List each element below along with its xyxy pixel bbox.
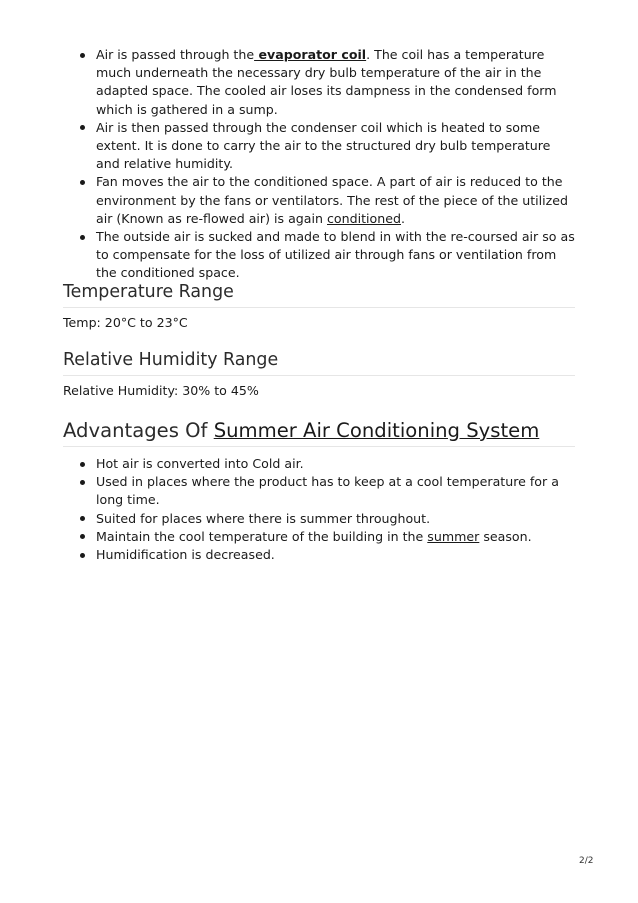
summer-link[interactable]: summer bbox=[427, 528, 480, 544]
bullet-icon bbox=[80, 462, 85, 467]
page-number: 2/2 bbox=[579, 856, 594, 866]
temperature-range-heading: Temperature Range bbox=[63, 281, 575, 308]
list-item-text: season. bbox=[479, 528, 532, 544]
list-item bbox=[63, 528, 575, 546]
list-item bbox=[63, 46, 575, 119]
list-item-text: Humidification is decreased. bbox=[96, 547, 275, 563]
list-item-text: Suited for places where there is summer throughout. bbox=[96, 510, 431, 526]
humidity-range-text: Relative Humidity: 30% to 45% bbox=[63, 383, 259, 398]
list-item-text: . The coil has a temperature much underneath the necessary dry bulb temperature of the air in the adapted space. The cooled air loses its dampness in the condensed form which is gathered in a sump. bbox=[96, 47, 557, 117]
list-item-text: Hot air is converted into Cold air. bbox=[96, 456, 304, 471]
bullet-icon bbox=[80, 53, 85, 58]
list-item bbox=[63, 510, 575, 528]
temperature-range-text: Temp: 20°C to 23°C bbox=[63, 315, 188, 330]
advantages-heading bbox=[63, 419, 575, 447]
list-item bbox=[63, 173, 575, 228]
process-steps-list bbox=[63, 46, 575, 283]
bullet-icon bbox=[80, 516, 85, 521]
list-item bbox=[63, 119, 575, 174]
bullet-icon bbox=[80, 180, 85, 185]
list-item-text: Maintain the cool temperature of the building in the bbox=[96, 528, 428, 544]
list-item-text: . bbox=[400, 210, 405, 226]
list-item-text: Air is then passed through the condenser coil which is heated to some extent. It is done to carry the air to the structured dry bulb temperature and relative humidity. bbox=[96, 119, 551, 172]
list-item bbox=[63, 546, 575, 564]
list-item bbox=[63, 455, 575, 473]
bullet-icon bbox=[80, 553, 85, 558]
list-item-text: Air is passed through the bbox=[96, 47, 255, 62]
advantages-list bbox=[63, 455, 575, 564]
list-item-text: Used in places where the product has to keep at a cool temperature for a long time. bbox=[96, 474, 559, 508]
humidity-range-heading: Relative Humidity Range bbox=[63, 349, 575, 376]
evaporator-coil-link[interactable]: evaporator coil bbox=[254, 47, 367, 62]
summer-ac-system-link[interactable]: Summer Air Conditioning System bbox=[213, 419, 540, 442]
bullet-icon bbox=[80, 235, 85, 240]
list-item bbox=[63, 228, 575, 283]
list-item bbox=[63, 473, 575, 509]
list-item-text: The outside air is sucked and made to blend in with the re-coursed air so as to compensate for the loss of utilized air through fans or ventilation from the conditioned space. bbox=[96, 229, 575, 281]
bullet-icon bbox=[80, 480, 85, 485]
bullet-icon bbox=[80, 534, 85, 539]
conditioned-link[interactable]: conditioned bbox=[327, 210, 401, 226]
list-item-text: Fan moves the air to the conditioned space. A part of air is reduced to the environment by the fans or ventilators. The rest of the piece of the utilized air (Known as re-flowed air) is again bbox=[96, 174, 569, 226]
advantages-heading-prefix: Advantages Of bbox=[63, 419, 214, 442]
bullet-icon bbox=[80, 125, 85, 130]
